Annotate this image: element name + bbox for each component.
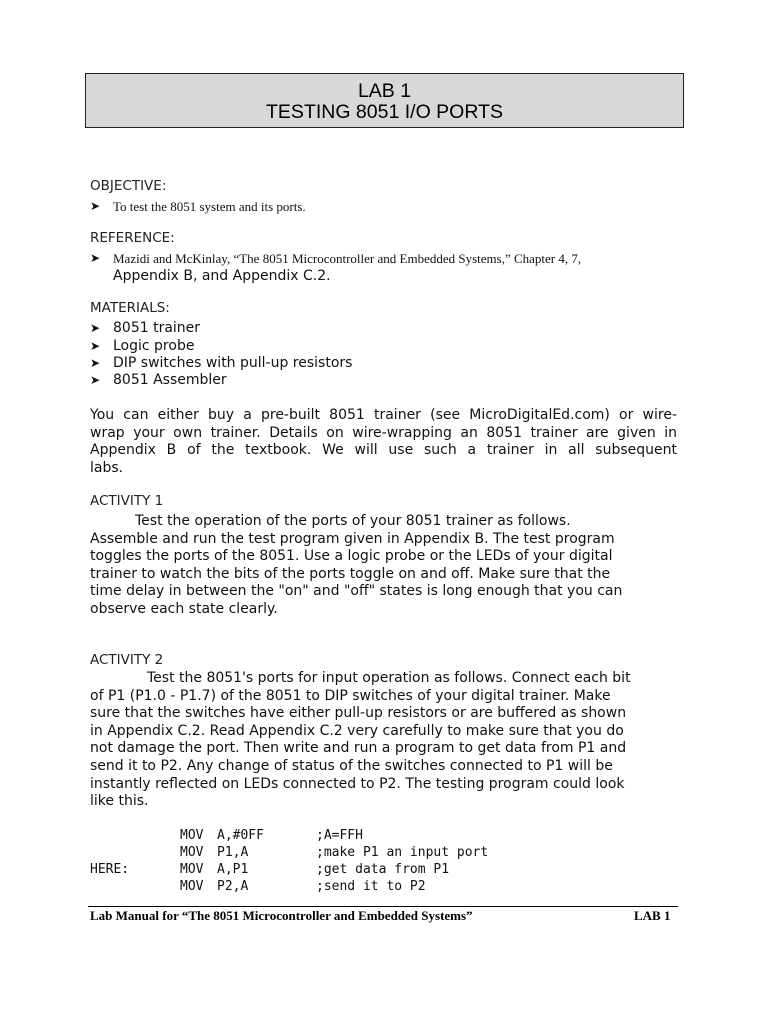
paragraph-line: sure that the switches have either pull-up resistors or are buffered as shown bbox=[90, 705, 627, 722]
code-label: HERE: bbox=[90, 862, 130, 877]
arrow-bullet-icon: ➤ bbox=[90, 373, 101, 387]
activity-2-heading: ACTIVITY 2 bbox=[90, 652, 164, 668]
arrow-bullet-icon: ➤ bbox=[90, 339, 101, 353]
paragraph-line: You can either buy a pre-built 8051 trainer (see MicroDigitalEd.com) or wire- bbox=[90, 407, 677, 423]
arrow-bullet-icon: ➤ bbox=[90, 199, 101, 213]
code-comment: ;get data from P1 bbox=[316, 862, 450, 877]
paragraph-line: Test the operation of the ports of your 8051 trainer as follows. bbox=[135, 513, 571, 529]
footer-manual-title: Lab Manual for “The 8051 Microcontroller and Embedded Systems” bbox=[90, 908, 473, 923]
arrow-bullet-icon: ➤ bbox=[90, 251, 101, 265]
paragraph-line: of P1 (P1.0 - P1.7) of the 8051 to DIP switches of your digital trainer. Make bbox=[90, 687, 611, 704]
activity-2-paragraph bbox=[90, 670, 677, 811]
paragraph-line: send it to P2. Any change of status of the switches connected to P1 will be bbox=[90, 757, 613, 774]
paragraph-line: Test the 8051's ports for input operation as follows. Connect each bit bbox=[147, 670, 631, 686]
lab-number: LAB 1 bbox=[357, 80, 412, 102]
code-comment: ;send it to P2 bbox=[316, 879, 426, 894]
paragraph-line: instantly reflected on LEDs connected to P2. The testing program could look bbox=[90, 775, 625, 792]
paragraph-line: like this. bbox=[90, 793, 149, 810]
code-opcode: MOV bbox=[180, 828, 204, 843]
paragraph-line: toggles the ports of the 8051. Use a logic probe or the LEDs of your digital bbox=[90, 548, 613, 565]
paragraph-line: labs. bbox=[90, 459, 124, 476]
arrow-bullet-icon: ➤ bbox=[90, 356, 101, 370]
footer-lab-number: LAB 1 bbox=[634, 908, 671, 923]
paragraph-line: time delay in between the "on" and "off" states is long enough that you can bbox=[90, 583, 623, 600]
materials-item: Logic probe bbox=[113, 338, 195, 354]
lab-title: TESTING 8051 I/O PORTS bbox=[266, 101, 503, 123]
materials-item: DIP switches with pull-up resistors bbox=[113, 355, 353, 371]
paragraph-line: observe each state clearly. bbox=[90, 600, 278, 617]
objective-item: To test the 8051 system and its ports. bbox=[113, 199, 306, 214]
activity-1-heading: ACTIVITY 1 bbox=[90, 493, 164, 509]
code-opcode: MOV bbox=[180, 845, 204, 860]
reference-heading: REFERENCE: bbox=[90, 230, 175, 246]
code-operands: P1,A bbox=[217, 845, 249, 860]
paragraph-line: trainer to watch the bits of the ports toggle on and off. Make sure that the bbox=[90, 565, 611, 582]
paragraph-line: Assemble and run the test program given in Appendix B. The test program bbox=[90, 530, 615, 547]
paragraph-line: in Appendix C.2. Read Appendix C.2 very carefully to make sure that you do bbox=[90, 722, 624, 739]
title-box bbox=[85, 73, 684, 128]
paragraph-line: not damage the port. Then write and run a program to get data from P1 and bbox=[90, 740, 627, 757]
footer-divider bbox=[88, 906, 678, 907]
code-operands: A,#0FF bbox=[217, 828, 264, 843]
arrow-bullet-icon: ➤ bbox=[90, 321, 101, 335]
activity-1-paragraph bbox=[90, 513, 677, 619]
reference-line-1: Mazidi and McKinlay, “The 8051 Microcontroller and Embedded Systems,” Chapter 4, 7, bbox=[113, 251, 582, 266]
code-comment: ;A=FFH bbox=[316, 828, 363, 843]
materials-item: 8051 Assembler bbox=[113, 372, 227, 388]
paragraph-line: wrap your own trainer. Details on wire-wrapping an 8051 trainer are given in bbox=[90, 424, 677, 441]
code-opcode: MOV bbox=[180, 879, 204, 894]
intro-paragraph bbox=[90, 407, 677, 477]
code-operands: P2,A bbox=[217, 879, 249, 894]
materials-heading: MATERIALS: bbox=[90, 300, 170, 316]
paragraph-line: Appendix B of the textbook. We will use such a trainer in all subsequent bbox=[90, 442, 677, 459]
code-opcode: MOV bbox=[180, 862, 204, 877]
objective-heading: OBJECTIVE: bbox=[90, 178, 167, 194]
materials-item: 8051 trainer bbox=[113, 320, 201, 336]
reference-line-2: Appendix B, and Appendix C.2. bbox=[113, 268, 331, 284]
code-operands: A,P1 bbox=[217, 862, 249, 877]
code-comment: ;make P1 an input port bbox=[316, 845, 489, 860]
